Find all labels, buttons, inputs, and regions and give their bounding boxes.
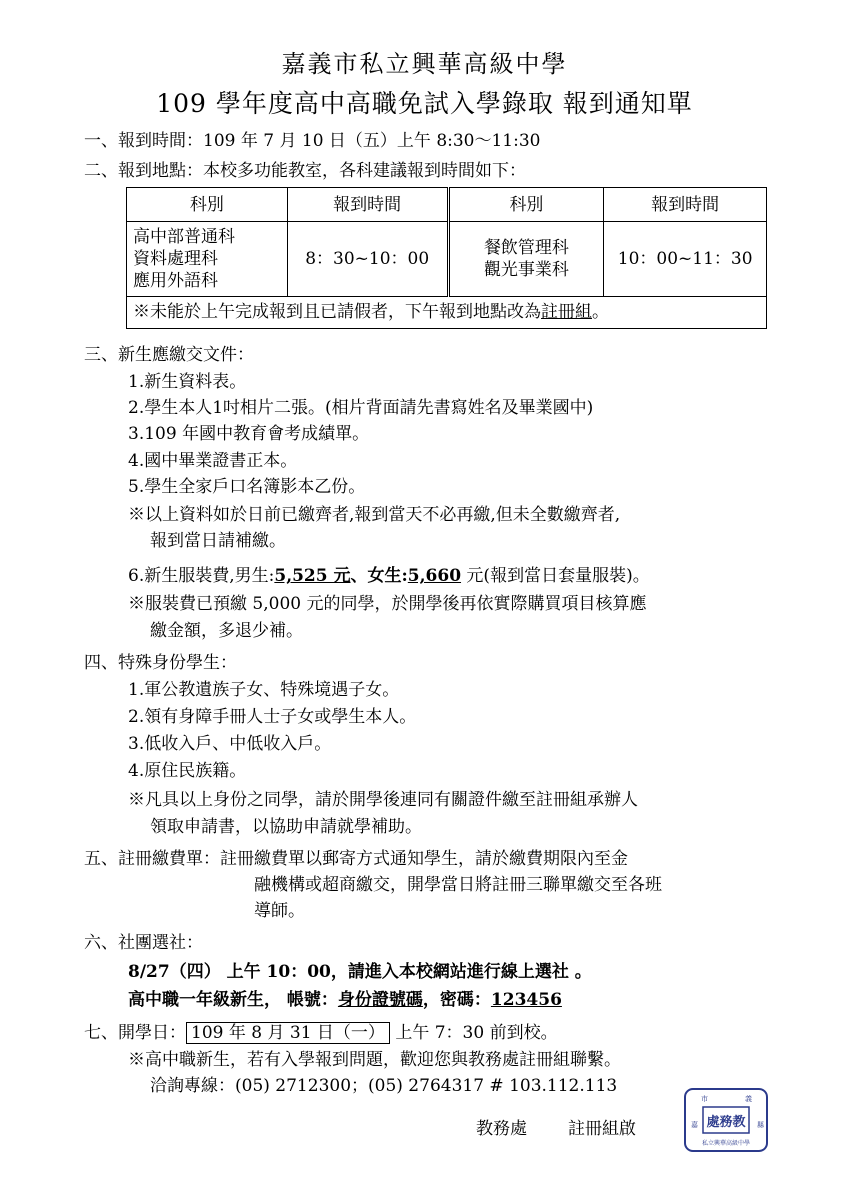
document-item: 3.109 年國中教育會考成績單。 <box>128 424 370 444</box>
uniform-fee: 6.新生服裝費,男生:5,525 元、女生:5,660 元(報到當日套量服裝)。 <box>128 566 650 586</box>
document-item: 5.學生全家戶口名簿影本乙份。 <box>128 477 366 497</box>
account-value: 身份證號碼 <box>337 990 423 1010</box>
report-time: 一、報到時間：109 年 7 月 10 日（五）上午 8:30～11:30 <box>84 131 541 151</box>
password-value: 123456 <box>490 990 562 1010</box>
club-heading: 六、社團選社： <box>84 933 203 953</box>
special-status-note-2: 領取申請書，以協助申請就學補助。 <box>150 817 422 837</box>
payment-line-3: 導師。 <box>254 901 305 921</box>
svg-text:義: 義 <box>745 1095 752 1103</box>
special-status-note-1: ※凡具以上身份之同學，請於開學後連同有關證件繳至註冊組承辦人 <box>128 790 638 810</box>
document-item: 1.新生資料表。 <box>128 372 247 392</box>
documents-note-1: ※以上資料如於日前已繳齊者,報到當天不必再繳,但未全數繳齊者, <box>128 505 621 525</box>
special-status-item: 4.原住民族籍。 <box>128 761 247 781</box>
uniform-note-1: ※服裝費已預繳 5,000 元的同學，於開學後再依實際購買項目核算應 <box>128 594 647 614</box>
table-header-subject-2: 科別 <box>448 188 604 222</box>
payment-line-2: 融機構或超商繳交，開學當日將註冊三聯單繳交至各班 <box>254 875 662 895</box>
schedule-table <box>126 187 767 329</box>
subject-item: 應用外語科 <box>133 270 218 291</box>
contact-phone: 洽詢專線：(05) 2712300；(05) 2764317 # 103.112.113 <box>150 1076 618 1096</box>
signature-group: 註冊組啟 <box>568 1119 636 1139</box>
registration-office: 註冊組 <box>541 302 592 323</box>
contact-note: ※高中職新生，若有入學報到問題，歡迎您與教務處註冊組聯繫。 <box>128 1050 621 1070</box>
fee-female: 5,660 <box>407 566 462 586</box>
svg-text:市: 市 <box>701 1095 708 1103</box>
document-subtitle: 109 學年度高中高職免試入學錄取 報到通知單 <box>156 89 693 118</box>
signature-office: 教務處 <box>476 1119 527 1139</box>
table-header-subject: 科別 <box>127 188 288 222</box>
subject-group-1 <box>127 222 288 297</box>
payment-line-1: 五、註冊繳費單：註冊繳費單以郵寄方式通知學生，請於繳費期限內至金 <box>84 849 628 869</box>
documents-note-2: 報到當日請補繳。 <box>150 531 286 551</box>
subject-item: 資料處理科 <box>133 248 218 269</box>
club-selection-time: 8/27（四） 上午 10：00，請進入本校網站進行線上選社 。 <box>128 962 592 982</box>
special-status-item: 2.領有身障手冊人士子女或學生本人。 <box>128 707 417 727</box>
svg-text:縣: 縣 <box>757 1121 764 1129</box>
fee-male: 5,525 元 <box>274 566 351 586</box>
special-status-item: 1.軍公教遺族子女、特殊境遇子女。 <box>128 680 400 700</box>
start-date: 109 年 8 月 31 日（一） <box>186 1022 390 1044</box>
svg-text:處務教: 處務教 <box>706 1115 746 1130</box>
subject-group-2 <box>448 222 604 297</box>
time-slot-2: 10：00~11：30 <box>604 222 767 297</box>
table-header-time-2: 報到時間 <box>604 188 767 222</box>
afternoon-note: ※未能於上午完成報到且已請假者，下午報到地點改為註冊組。 <box>127 296 767 328</box>
documents-heading: 三、新生應繳交文件： <box>84 345 254 365</box>
special-status-item: 3.低收入戶、中低收入戶。 <box>128 734 332 754</box>
svg-text:私立興華高級中學: 私立興華高級中學 <box>701 1140 751 1147</box>
document-title: 嘉義市私立興華高級中學 <box>281 50 568 78</box>
special-status-heading: 四、特殊身份學生： <box>84 653 237 673</box>
uniform-note-2: 繳金額，多退少補。 <box>150 621 303 641</box>
document-item: 4.國中畢業證書正本。 <box>128 451 298 471</box>
table-header-time: 報到時間 <box>287 188 448 222</box>
document-item: 2.學生本人1吋相片二張。(相片背面請先書寫姓名及畢業國中) <box>128 398 594 418</box>
subject-item: 觀光事業科 <box>483 259 569 280</box>
school-start: 七、開學日： 109 年 8 月 31 日（一） 上午 7：30 前到校。 <box>84 1023 558 1043</box>
time-slot-1: 8：30~10：00 <box>287 222 448 297</box>
report-location: 二、報到地點：本校多功能教室，各科建議報到時間如下： <box>84 161 526 181</box>
office-seal <box>683 1087 769 1153</box>
svg-text:嘉: 嘉 <box>691 1121 698 1129</box>
club-account-info: 高中職一年級新生， 帳號：身份證號碼，密碼：123456 <box>128 990 562 1010</box>
subject-item: 餐飲管理科 <box>483 237 569 258</box>
subject-item: 高中部普通科 <box>133 226 235 247</box>
